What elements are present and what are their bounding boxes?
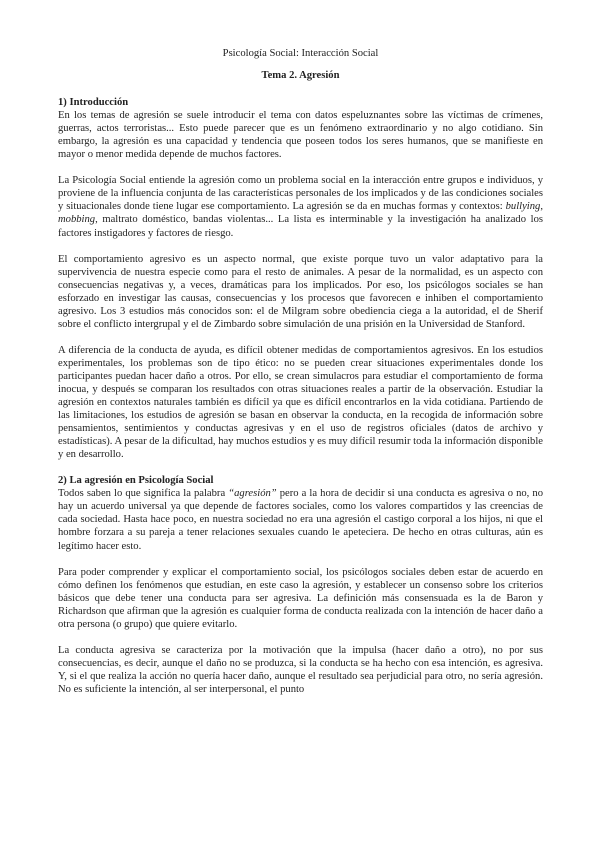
paragraph: A diferencia de la conducta de ayuda, es difícil obtener medidas de comportamientos agresivos. En los estudios experimentales, los problemas son de tipo ético: no se pueden crear situaciones experimentales donde los participantes puedan hacer daño a otros. Por ello, se crean simulacros para estudiar el comportamiento de forma inocua, y después se comparan los resultados con otras situaciones reales a partir de la observación. Estudiar la agresión en contextos naturales también es difícil ya que es difícil encontrarlos en la vida cotidiana. Partiendo de las limitaciones, los estudios de agresión se basan en observar la conducta, en la recogida de información sobre pensamientos, sentimientos y conductas agresivas y en el uso de registros oficiales (datos de archivo y estadísticas). A pesar de la dificultad, hay muchos estudios y es muy difícil resumir toda la información disponible y en desarrollo. (58, 344, 543, 461)
paragraph (58, 487, 543, 552)
paragraph: Para poder comprender y explicar el comportamiento social, los psicólogos sociales deben estar de acuerdo en cómo definen los fenómenos que estudian, en este caso la agresión, y establecer un consenso sobre los criterios básicos que debe tener una conducta para ser agresiva. La definición más consensuada es la de Baron y Richardson que afirman que la agresión es cualquier forma de conducta realizada con la intención de hacer daño a otra persona (o grupo) que quiere evitarlo. (58, 566, 543, 630)
paragraph (58, 174, 543, 239)
topic-title: Tema 2. Agresión (261, 70, 340, 82)
section-agresion-psicologia-social (58, 474, 543, 696)
section-heading-introduction: 1) Introducción (58, 97, 129, 109)
paragraph: La conducta agresiva se caracteriza por la motivación que la impulsa (hacer daño a otro), no por sus consecuencias, es decir, aunque el daño no se produzca, si la conducta se ha hecho con esa intención, es agresiva. Y, si el que realiza la acción no quería hacer daño, aunque el resultado sea perjudicial para otro, no sería agresión. No es suficiente la intención, al ser interpersonal, el punto (58, 644, 543, 695)
paragraph-text: pero a la hora de decidir si una conducta es agresiva o no, no hay un acuerdo universal ya que depende de factores sociales, como los valores compartidos y las creencias de cada sociedad. Hasta hace poco, en nuestra sociedad no era una agresión el castigo corporal a los hijos, ni que el hombre forzara a su pareja a tener relaciones sexuales cuando le apeteciera. De hecho en otras culturas, aún es legítimo hacer esto. (58, 488, 543, 552)
paragraph-text: Todos saben lo que significa la palabra (58, 488, 229, 500)
document-title: Psicología Social: Interacción Social (222, 48, 379, 59)
section-heading-agresion: 2) La agresión en Psicología Social (58, 475, 214, 487)
paragraph: En los temas de agresión se suele introducir el tema con datos espeluznantes sobre las víctimas de crímenes, guerras, actos terroristas... Esto puede parecer que es un fenómeno extraordinario y no algo cotidiano. Sin embargo, la agresión es una capacidad y tendencia que poseen todos los seres humanos, que se manifieste en mayor o menor medida depende de muchos factores. (58, 110, 543, 161)
document-page (58, 47, 543, 709)
emphasis-bullying: bullying (505, 201, 541, 213)
paragraph-text: , maltrato doméstico, bandas violentas... La lista es interminable y la investigación ha analizado los factores instigadores y factores de riesgo. (58, 214, 543, 239)
section-introduction (58, 96, 543, 461)
separator: , (540, 201, 543, 213)
paragraph: El comportamiento agresivo es un aspecto normal, que existe porque tuvo un valor adaptativo para la supervivencia de nuestra especie como para el resto de animales. A pesar de la normalidad, es un aspecto con consecuencias negativas y, a veces, dramáticas para los implicados. Por eso, los psicólogos sociales se han esforzado en investigar las causas, consecuencias y los procesos que favorecen e inhiben el comportamiento agresivo. Los 3 estudios más conocidos son: el de Milgram sobre obediencia ciega a la autoridad, el de Sherif sobre el conflicto intergrupal y el de Zimbardo sobre simulación de una prisión en la Universidad de Stanford. (58, 253, 543, 330)
emphasis-mobbing: mobbing (58, 214, 96, 226)
emphasis-agresion: “agresión” (228, 488, 277, 500)
paragraph-text: La Psicología Social entiende la agresión como un problema social en la interacción entre grupos e individuos, y proviene de la influencia conjunta de las características personales de los implicados y de las condiciones sociales y situacionales donde tiene lugar ese comportamiento. La agresión se da en muchas formas y contextos: (58, 175, 543, 213)
